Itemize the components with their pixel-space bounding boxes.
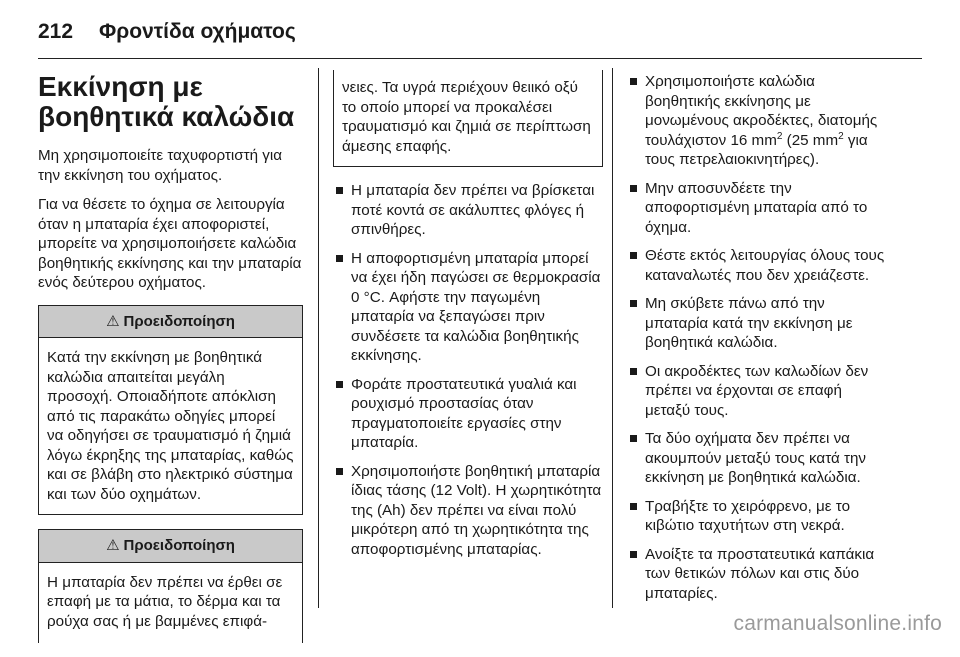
column-divider-2 xyxy=(612,68,613,608)
cable-spec-text: για τους πετρελαιοκινητήρες). xyxy=(645,131,868,168)
column-2 xyxy=(333,70,603,568)
list-item: Μην αποσυνδέετε την αποφορτισμένη μπαταρία από το όχημα. xyxy=(627,179,889,238)
list-item: Η μπαταρία δεν πρέπει να βρίσκεται ποτέ κοντά σε ακάλυπτες φλόγες ή σπινθήρες. xyxy=(333,181,603,240)
list-item: Μη σκύβετε πάνω από την μπαταρία κατά την εκκίνηση με βοηθητικά καλώδια. xyxy=(627,294,889,353)
cable-spec-text: (25 mm xyxy=(782,131,839,149)
warning-header xyxy=(39,306,302,339)
watermark: carmanualsonline.info xyxy=(733,612,942,635)
section-title: Φροντίδα οχήματος xyxy=(99,20,296,43)
warning-title: Προειδοποίηση xyxy=(123,537,235,554)
warning-icon: ⚠ xyxy=(106,537,120,554)
warning-icon: ⚠ xyxy=(106,312,120,330)
list-item: Η αποφορτισμένη μπαταρία μπορεί να έχει ήδη παγώσει σε θερμοκρασία 0 °C. Αφήστε την παγωμένη μπαταρία να ξεπαγώσει πριν συνδέσετε τα καλώδια βοηθητικής εκκίνησης. xyxy=(333,249,603,366)
header-divider xyxy=(38,58,922,59)
list-item: Θέστε εκτός λειτουργίας όλους τους καταναλωτές που δεν χρειάζεστε. xyxy=(627,246,889,285)
list-item: Χρησιμοποιήστε βοηθητική μπαταρία ίδιας τάσης (12 Volt). Η χωρητικότητα της (Ah) δεν πρέπει να είναι πολύ μικρότερη από τη χωρητικότητα της αποφορτισμένης μπαταρίας. xyxy=(333,462,603,560)
column-1 xyxy=(38,72,303,657)
bullet-list xyxy=(333,181,603,559)
paragraph-1: Μη χρησιμοποιείτε ταχυφορτιστή για την εκκίνηση του οχήματος. xyxy=(38,147,283,184)
page-header xyxy=(38,12,922,52)
column-divider-1 xyxy=(318,68,319,608)
warning-continuation: νειες. Τα υγρά περιέχουν θειικό οξύ το οποίο μπορεί να προκαλέσει τραυματισμό και ζημιά σε περίπτωση άμεσης επαφής. xyxy=(333,70,603,167)
superscript: 2 xyxy=(776,130,783,142)
column-3 xyxy=(627,72,889,612)
list-item: Οι ακροδέκτες των καλωδίων δεν πρέπει να έρχονται σε επαφή μεταξύ τους. xyxy=(627,362,889,421)
section-heading: Εκκίνηση με βοηθητικά καλώδια xyxy=(38,71,295,132)
superscript: 2 xyxy=(838,130,844,142)
warning-box-1 xyxy=(38,305,303,516)
cable-spec-text: Χρησιμοποιήστε καλώδια βοηθητικής εκκίνησης με μονωμένους ακροδέκτες, διατομής τουλάχιστον 16 mm xyxy=(645,73,878,149)
page-number: 212 xyxy=(38,20,74,43)
bullet-list xyxy=(627,72,889,603)
list-item xyxy=(627,72,889,170)
list-item: Τραβήξτε το χειρόφρενο, με το κιβώτιο ταχυτήτων στη νεκρά. xyxy=(627,497,889,536)
warning-header xyxy=(39,530,302,563)
list-item: Ανοίξτε τα προστατευτικά καπάκια των θετικών πόλων και στις δύο μπαταρίες. xyxy=(627,545,889,604)
warning-body: Η μπαταρία δεν πρέπει να έρθει σε επαφή με τα μάτια, το δέρμα και τα ρούχα σας ή με βαμμένες επιφά- xyxy=(47,573,283,630)
warning-box-2 xyxy=(38,529,303,643)
warning-title: Προειδοποίηση xyxy=(123,312,235,330)
warning-body: Κατά την εκκίνηση με βοηθητικά καλώδια απαιτείται μεγάλη προσοχή. Οποιαδήποτε απόκλιση από τις παρακάτω οδηγίες μπορεί να οδηγήσει σε τραυματισμό ή ζημιά λόγω έκρηξης της μπαταρίας, καθώς και σε βλάβη στο ηλεκτρικό σύστημα και των δύο οχημάτων. xyxy=(47,349,294,503)
list-item: Τα δύο οχήματα δεν πρέπει να ακουμπούν μεταξύ τους κατά την εκκίνηση με βοηθητικά καλώδια. xyxy=(627,429,889,488)
list-item: Φοράτε προστατευτικά γυαλιά και ρουχισμό προστασίας όταν πραγματοποιείτε εργασίες στην μπαταρία. xyxy=(333,375,603,453)
paragraph-2: Για να θέσετε το όχημα σε λειτουργία όταν η μπαταρία έχει αποφοριστεί, μπορείτε να χρησιμοποιήσετε καλώδια βοηθητικής εκκίνησης και την μπαταρία ενός δεύτερου οχήματος. xyxy=(38,196,302,291)
